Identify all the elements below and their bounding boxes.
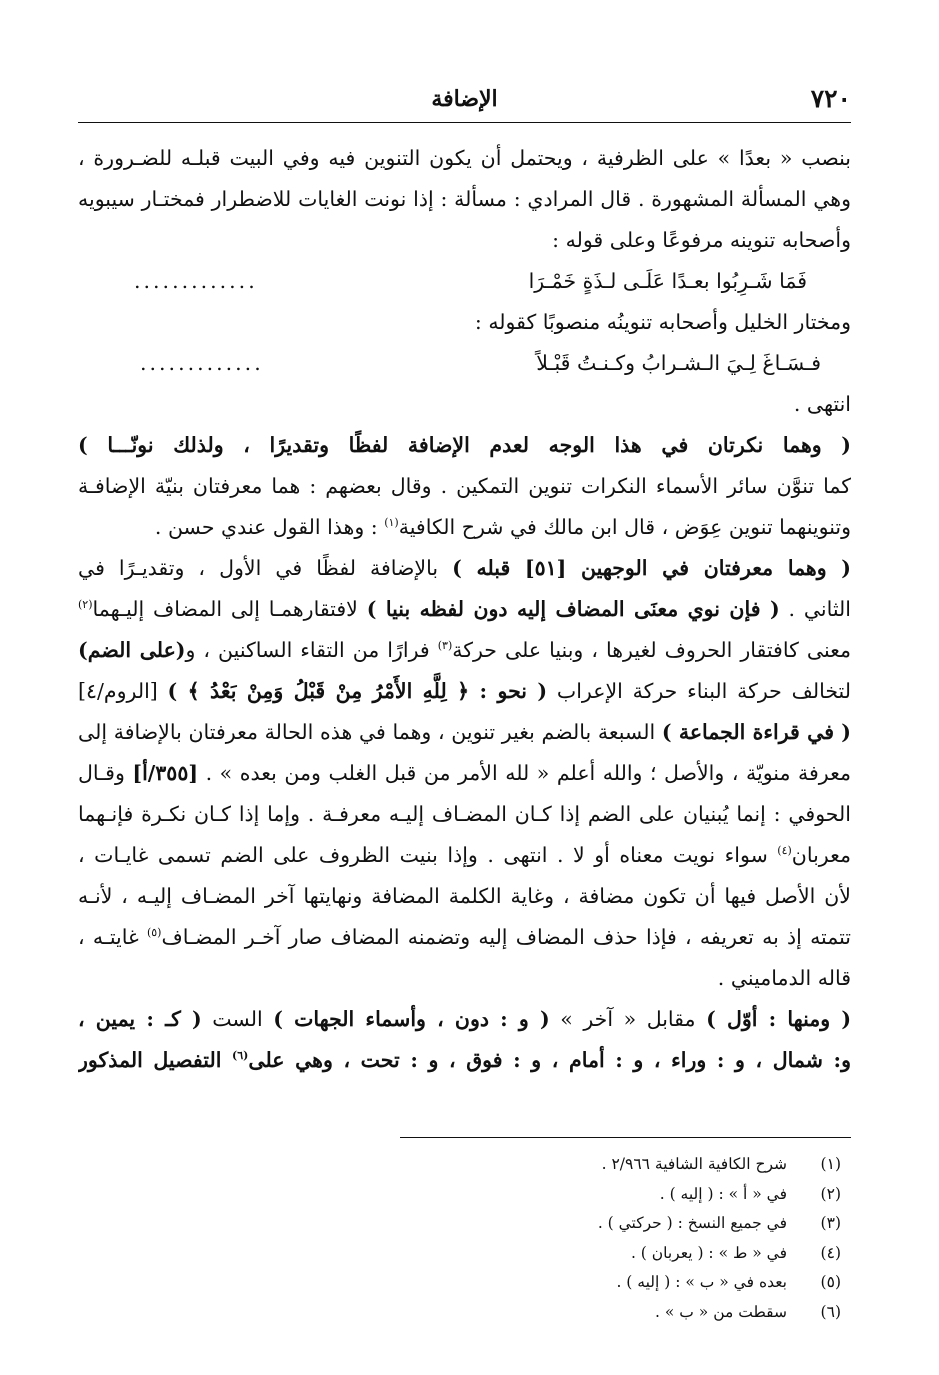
text-span: معربان (791, 843, 851, 867)
footnote-number: (٤) (820, 1243, 841, 1262)
footnote-ref: (٦) (232, 1049, 249, 1063)
quran-reference: [الروم/٤] (78, 679, 168, 703)
footnotes (200, 1150, 841, 1327)
text-line (78, 712, 851, 753)
text-line: لأن الأصل فيها أن تكون مضافة ، وغاية الكلمة المضافة ونهايتها آخر المضـاف إليـه ، لأنـه (78, 884, 851, 908)
manuscript-folio-marker: [٣٥٥/أ] (132, 761, 199, 785)
verse-1 (78, 261, 851, 302)
text-line: الحوفي : إنما يُبنيان على الضم إذا كـان المضـاف إليـه معرفـة . وإما إذا كـان نكـرة فإنـهما (78, 802, 851, 826)
text-span: مقابل « آخر » (549, 1007, 707, 1031)
text-line (78, 507, 851, 548)
footnote (200, 1209, 841, 1239)
text-line: كما تنوَّن سائر الأسماء النكرات تنوين التمكين . وقال بعضهم : هما معرفتان بنيّة الإضافـة (78, 474, 851, 498)
verse-hemistich: فَمَا شَـرِبُوا بعـدًا عَلَـى لـذَةٍ خَمْـرَا (528, 269, 807, 293)
text-span: : وهذا القول عندي حسن . (154, 515, 385, 539)
footnote-number: (١) (820, 1155, 841, 1173)
verse-2 (78, 343, 851, 384)
text-line: بنصب « بعدًا » على الظرفية ، ويحتمل أن يكون التنوين فيه وفي البيت قبلـه للضـرورة ، (78, 146, 851, 170)
quran-quote: ( نحو : ﴿ لِلَّهِ الأَمْرُ مِنْ قَبْلُ وَمِنْ بَعْدُ ﴾ ) (167, 679, 548, 703)
page-header (78, 82, 851, 123)
main-text (78, 138, 851, 1081)
verse-dots: ............. (134, 269, 258, 293)
matn-span: ( و : دون ، وأسماء الجهات ) (273, 1007, 550, 1031)
text-line (78, 630, 851, 671)
footnote-ref: (١) (384, 516, 399, 530)
footnote-number: (٥) (820, 1273, 841, 1291)
matn-span: ( في قراءة الجماعة ) (661, 720, 851, 744)
matn-span: و: شمال ، و : وراء ، و : أمام ، و : فوق ، و : تحت ، وهي على (248, 1048, 851, 1072)
footnote-number: (٣) (820, 1214, 841, 1232)
footnote-ref: (٢) (78, 598, 93, 612)
text-line: قاله الدماميني . (717, 966, 851, 990)
text-line: ومختار الخليل وأصحابه تنوينُه منصوبًا كقوله : (474, 310, 851, 334)
text-line (78, 671, 851, 712)
footnote-ref: (٥) (146, 926, 162, 940)
matn-span: ( وهما معرفتان في الوجهين [٥١] قبله ) (452, 556, 851, 580)
text-line (78, 548, 851, 589)
text-span: لافتقارهمـا إلى المضاف إليـهما (92, 597, 367, 621)
text-span: سواء نويت معناه أو لا . انتهى . وإذا بنيت الظروف على الضم تسمى غايـات ، (78, 843, 778, 867)
footnote-ref: (٣) (437, 639, 453, 653)
footnote (200, 1298, 841, 1328)
matn-line: ( وهما نكرتان في هذا الوجه لعدم الإضافة لفظًا وتقديرًا ، ولذلك نونّـــا ) (78, 433, 851, 457)
footnote-text: في « ط » : ( يعربان ) . (630, 1243, 787, 1262)
footnote (200, 1150, 841, 1180)
text-span: غايتـه ، (78, 925, 147, 949)
text-span: وقـال (78, 761, 133, 785)
text-line (78, 589, 851, 630)
footnote-text: في « أ » : ( إليه ) . (659, 1184, 787, 1203)
matn-span: ( ومنها : أوّل ) (706, 1007, 851, 1031)
text-span: وتنوينهما تنوين عِوَض ، قال ابن مالك في شرح الكافية (398, 515, 851, 539)
footnote-text: شرح الكافية الشافية ٢/٩٦٦ . (601, 1155, 787, 1173)
footnote (200, 1268, 841, 1298)
matn-span: ( فإن نوي معنَى المضاف إليه دون لفظه بنيا ) (366, 597, 780, 621)
text-span: معنى كافتقار الحروف لغيرها ، وبنيا على حركة (452, 638, 851, 662)
text-span: لتخالف حركة البناء حركة الإعراب (547, 679, 851, 703)
text-span: معرفة منويّة ، والأصل ؛ والله أعلم « لله الأمر من قبل الغلب ومن بعده » . (198, 761, 851, 785)
text-line (78, 753, 851, 794)
footnote-text: في جميع النسخ : ( حركتي ) . (597, 1214, 787, 1232)
footnote-separator (400, 1137, 851, 1138)
text-line (78, 917, 851, 958)
verse-hemistich: فـسَـاغَ لِـيَ الـشـرابُ وكـنـتُ قَبْـلاً (536, 351, 821, 375)
text-span: فرارًا من التقاء الساكنين ، و (185, 638, 438, 662)
footnote (200, 1180, 841, 1210)
footnote-text: بعده في « ب » : ( إليه ) . (616, 1273, 787, 1291)
matn-span: (على الضم) (78, 638, 186, 662)
text-line: انتهى . (793, 392, 851, 416)
text-span: الثاني . (779, 597, 851, 621)
footnote-number: (٢) (820, 1184, 841, 1203)
text-line (78, 835, 851, 876)
text-line: وأصحابه تنوينه مرفوعًا وعلى قوله : (552, 228, 851, 252)
footnote-text: سقطت من « ب » . (655, 1302, 787, 1321)
running-title: الإضافة (431, 86, 498, 112)
verse-dots: ............. (140, 351, 264, 375)
footnote-number: (٦) (820, 1302, 841, 1321)
text-span: بالإضافة لفظًا في الأول ، وتقديـرًا في (78, 556, 453, 580)
matn-span: ( كـ : يمين ، (78, 1007, 202, 1031)
text-line: وهي المسألة المشهورة . قال المرادي : مسألة : إذا نونت الغايات للاضطرار فمختـار سيبويه (78, 187, 851, 211)
text-span: الست (201, 1007, 274, 1031)
matn-span: التفصيل المذكور (78, 1048, 232, 1072)
matn-line (78, 1040, 851, 1081)
page-number: ٧٢٠ (810, 84, 851, 113)
text-span: السبعة بالضم بغير تنوين ، وهما في هذه الحالة معرفتان بالإضافة إلى (78, 720, 662, 744)
text-line (78, 999, 851, 1040)
text-span: تتمته إذ به تعريفه ، فإذا حذف المضاف إليه وتضمنه المضاف صار آخـر المضـاف (161, 925, 851, 949)
footnote (200, 1239, 841, 1269)
footnote-ref: (٤) (777, 844, 792, 858)
